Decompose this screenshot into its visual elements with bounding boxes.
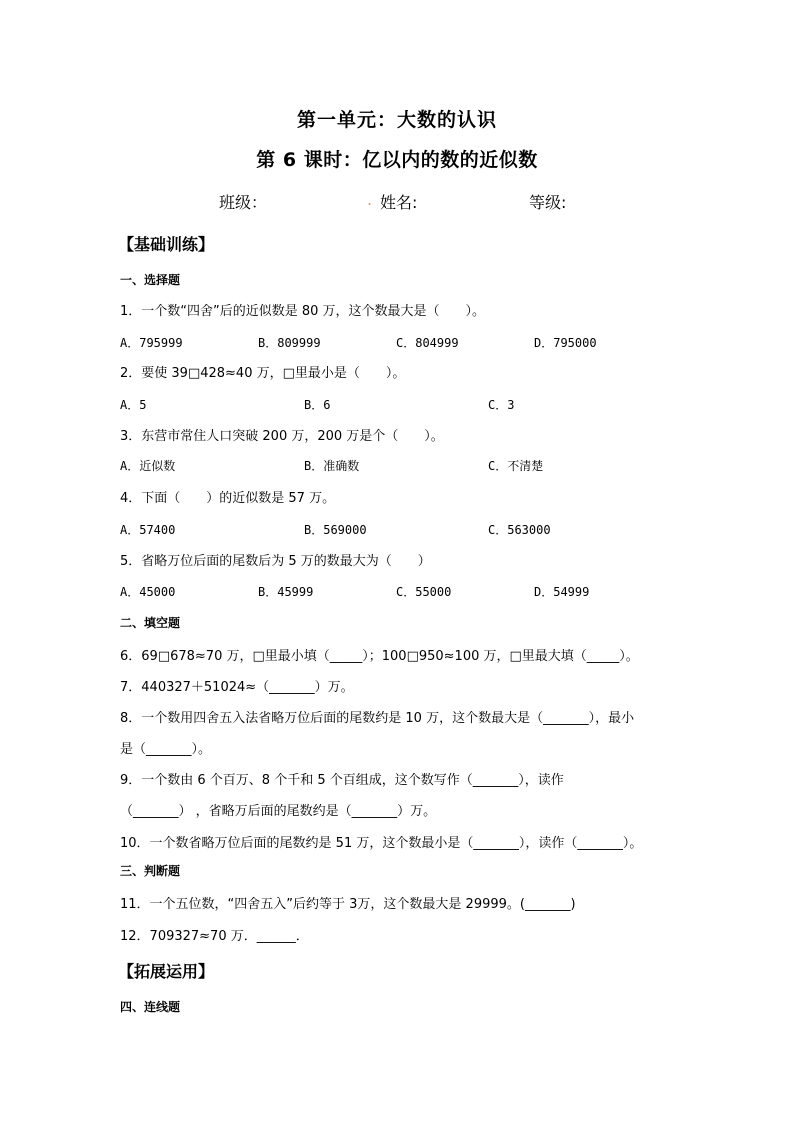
match-heading: 四、连线题: [120, 1000, 181, 1014]
q1-option-c: C．804999: [396, 336, 459, 350]
q3-option-a: A．近似数: [120, 459, 176, 473]
question-3: 3．东营市常住人口突破 200 万，200 万是个（ ）。: [120, 429, 444, 444]
unit-title: 第一单元：大数的认识: [296, 109, 497, 131]
q2-option-b: B．6: [304, 398, 331, 412]
fill-heading: 二、填空题: [120, 616, 181, 630]
choice-heading: 一、选择题: [120, 273, 181, 287]
q4-option-c: C．563000: [488, 523, 551, 537]
q3-option-b: B．准确数: [304, 459, 360, 473]
question-10: 10．一个数省略万位后面的尾数约是 51 万，这个数最小是（_______），读作（_______）。: [120, 836, 643, 851]
question-5: 5．省略万位后面的尾数后为 5 万的数最大为（ ）: [120, 554, 431, 569]
section-extended-application: 【拓展运用】: [118, 962, 215, 981]
section-basic-training: 【基础训练】: [118, 235, 215, 254]
q2-option-c: C．3: [488, 398, 515, 412]
class-label: 班级：: [219, 193, 268, 212]
q1-option-b: B．809999: [258, 336, 321, 350]
judge-heading: 三、判断题: [120, 864, 181, 878]
q5-option-a: A．45000: [120, 585, 176, 599]
question-7: 7．440327＋51024≈（_______）万。: [120, 680, 354, 695]
q1-option-a: A．795999: [120, 336, 183, 350]
question-8-line-2: 是（_______）。: [120, 742, 212, 757]
q5-option-d: D．54999: [534, 585, 590, 599]
q5-option-b: B．45999: [258, 585, 314, 599]
question-9-line-2: （_______） ，省略万后面的尾数约是（_______）万。: [120, 804, 437, 819]
q3-option-c: C．不清楚: [488, 459, 544, 473]
question-9-line-1: 9．一个数由 6 个百万、8 个千和 5 个百组成，这个数写作（_______），读作: [120, 773, 564, 788]
question-11: 11．一个五位数，“四舍五入”后约等于 3万，这个数最大是 29999。(_______): [120, 897, 576, 912]
question-6: 6．69□678≈70 万，□里最小填（_____）；100□950≈100 万，□里最大填（_____）。: [120, 649, 639, 664]
question-4: 4．下面（ ）的近似数是 57 万。: [120, 491, 336, 506]
q4-option-b: B．569000: [304, 523, 367, 537]
question-1: 1．一个数“四舍”后的近似数是 80 万，这个数最大是（ ）。: [120, 304, 486, 319]
lesson-title: 第 6 课时：亿以内的数的近似数: [256, 149, 538, 171]
q1-option-d: D．795000: [534, 336, 597, 350]
q5-option-c: C．55000: [396, 585, 452, 599]
separator-dot: .: [367, 190, 373, 209]
name-label: 姓名:: [380, 193, 418, 212]
question-8-line-1: 8．一个数用四舍五入法省略万位后面的尾数约是 10 万，这个数最大是（_______），最小: [120, 711, 635, 726]
question-2: 2．要使 39□428≈40 万，□里最小是（ ）。: [120, 366, 406, 381]
q4-option-a: A．57400: [120, 523, 176, 537]
question-12: 12．709327≈70 万．______．: [120, 929, 309, 944]
q2-option-a: A．5: [120, 398, 147, 412]
grade-label: 等级:: [529, 193, 567, 212]
